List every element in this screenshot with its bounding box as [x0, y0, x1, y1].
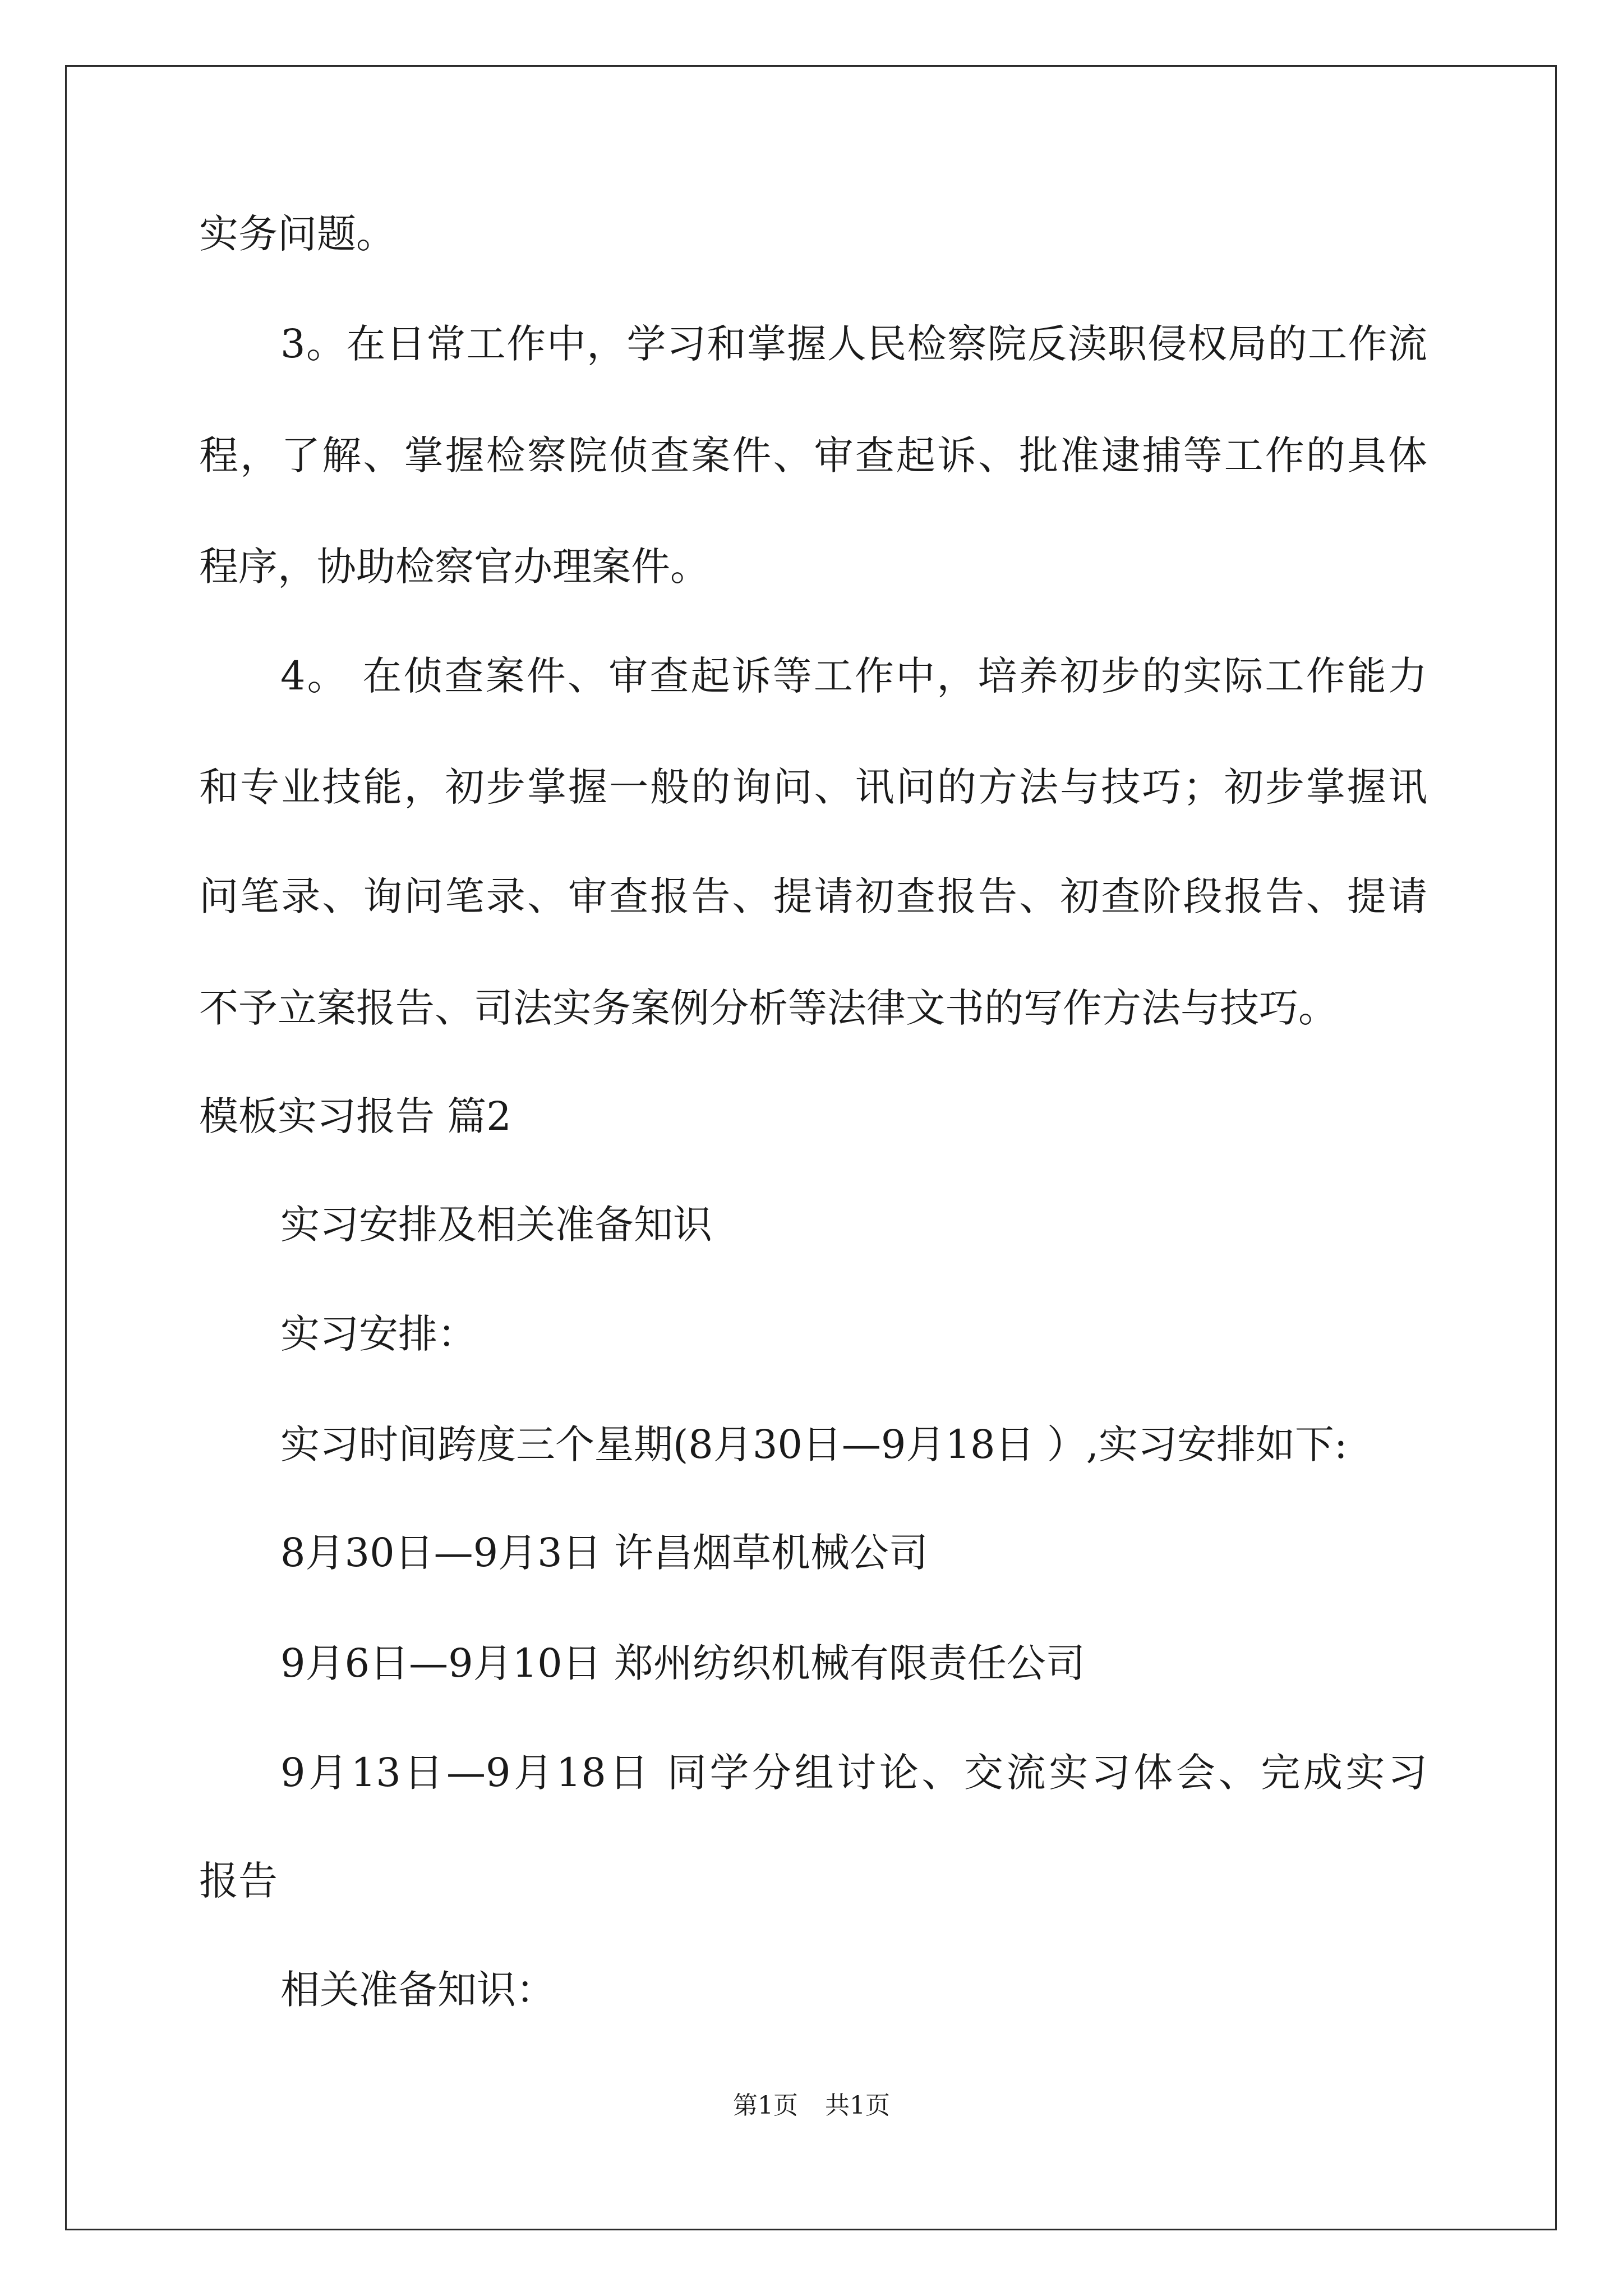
- text-line: 不予立案报告、司法实务案例分析等法律文书的写作方法与技巧。: [199, 985, 1338, 1031]
- text-line: 报告: [199, 1858, 278, 1904]
- page-number: 第1页: [733, 2091, 798, 2120]
- text-line: 实习安排：: [280, 1311, 477, 1357]
- text-line: 3。在日常工作中，学习和掌握人民检察院反渎职侵权局的工作流: [280, 321, 1427, 367]
- text-line: 实习安排及相关准备知识: [280, 1202, 712, 1248]
- text-line: 程，了解、掌握检察院侦查案件、审查起诉、批准逮捕等工作的具体: [199, 432, 1427, 478]
- text-line: 实务问题。: [199, 211, 395, 257]
- schedule-item: 8月30日—9月3日 许昌烟草机械公司: [280, 1530, 928, 1576]
- page-footer: [0, 2093, 1623, 2118]
- page-total: 共1页: [825, 2091, 890, 2120]
- text-line: 实习时间跨度三个星期(8月30日—9月18日 ）,实习安排如下:: [280, 1421, 1348, 1467]
- schedule-item: 9月6日—9月10日 郑州纺织机械有限责任公司: [280, 1640, 1085, 1686]
- page-border: [65, 65, 1557, 2230]
- text-line: 问笔录、询问笔录、审查报告、提请初查报告、初查阶段报告、提请: [199, 873, 1427, 919]
- text-line: 和专业技能，初步掌握一般的询问、讯问的方法与技巧；初步掌握讯: [199, 764, 1427, 810]
- text-line: 程序，协助检察官办理案件。: [199, 544, 709, 590]
- text-line: 4。 在侦查案件、审查起诉等工作中，培养初步的实际工作能力: [280, 653, 1427, 699]
- section-heading: 模板实习报告 篇2: [199, 1093, 511, 1139]
- schedule-item: 9月13日—9月18日 同学分组讨论、交流实习体会、完成实习: [280, 1750, 1427, 1796]
- text-line: 相关准备知识：: [280, 1967, 555, 2013]
